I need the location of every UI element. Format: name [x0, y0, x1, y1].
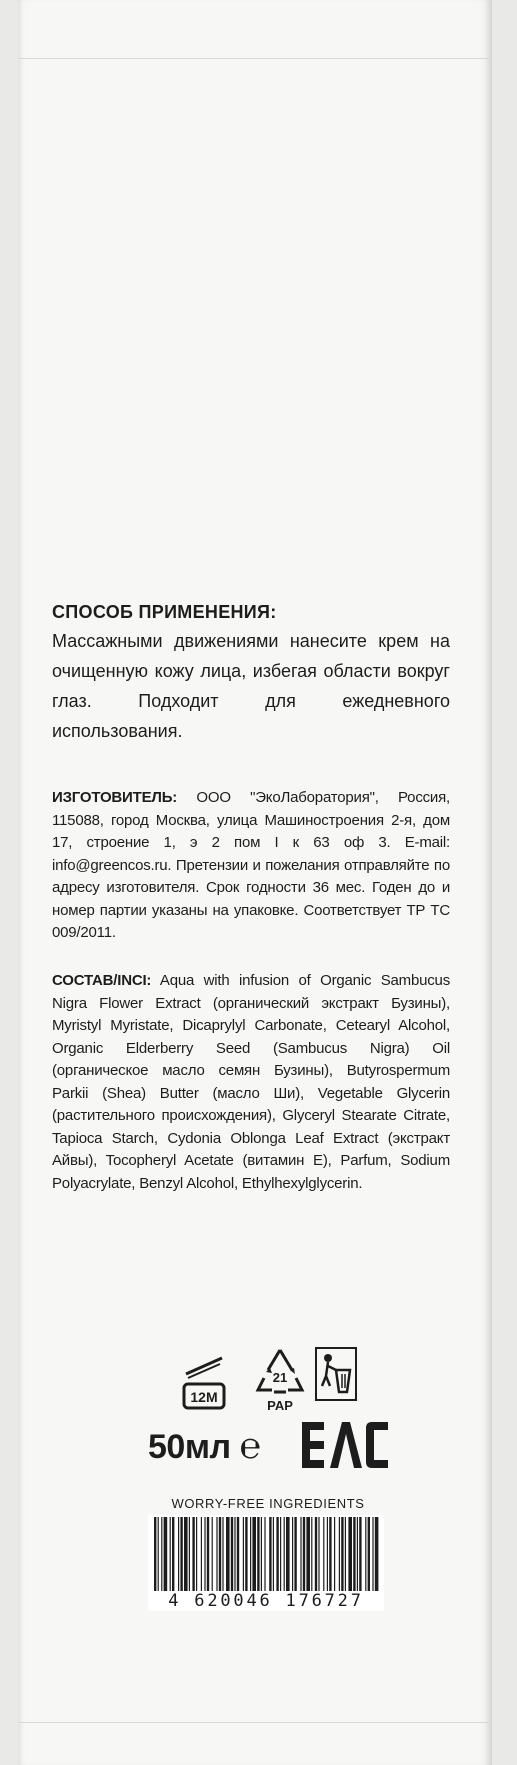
barcode-bar — [348, 1517, 352, 1591]
barcode-bar — [311, 1517, 312, 1591]
barcode-bar — [372, 1517, 373, 1591]
barcode — [148, 1515, 384, 1611]
estimated-sign: ℮ — [239, 1425, 261, 1466]
barcode-bar — [357, 1517, 358, 1591]
barcode-bar — [170, 1517, 171, 1591]
barcode-bar — [353, 1517, 355, 1591]
barcode-bars — [152, 1517, 380, 1591]
usage-heading: СПОСОБ ПРИМЕНЕНИЯ: — [52, 602, 277, 622]
barcode-bar — [292, 1517, 293, 1591]
barcode-bar — [250, 1517, 251, 1591]
barcode-bar — [359, 1517, 361, 1591]
barcode-bar — [280, 1517, 281, 1591]
barcode-bar — [180, 1517, 182, 1591]
barcode-bar — [172, 1517, 174, 1591]
eac-mark — [300, 1420, 390, 1477]
flap-fold-line — [18, 1722, 492, 1723]
barcode-bar — [201, 1517, 202, 1591]
barcode-bar — [327, 1517, 328, 1591]
barcode-bar — [164, 1517, 168, 1591]
barcode-bar — [252, 1517, 256, 1591]
recycle-icon — [254, 1346, 306, 1423]
barcode-bar — [323, 1517, 324, 1591]
barcode-bar — [315, 1517, 317, 1591]
manufacturer-text: ООО "ЭкоЛаборатория", Россия, 115088, город Москва, улица Машиностроения 2-я, дом 17, строение 1, э 2 пом I к 63 оф 3. E-mail: info@greencos.ru. Претензии и пожелания отправляйте по адресу изготовителя. Срок годности 36 мес. Годен до и номер партии указаны на упаковке. Соответствует ТР ТС 009/2011. — [52, 789, 450, 941]
barcode-bar — [216, 1517, 217, 1591]
barcode-bar — [276, 1517, 278, 1591]
recycle-code: PAP — [267, 1398, 293, 1413]
open-jar-icon — [178, 1352, 230, 1423]
volume-value: 50мл — [148, 1428, 231, 1466]
volume-label — [148, 1425, 261, 1467]
barcode-bar — [294, 1517, 296, 1591]
barcode-bar — [318, 1517, 319, 1591]
barcode-bar — [284, 1517, 285, 1591]
barcode-bar — [339, 1517, 340, 1591]
barcode-bar — [231, 1517, 233, 1591]
barcode-bar — [261, 1517, 262, 1591]
composition-text: Aqua with infusion of Organic Sambucus Nigra Flower Extract (органический экстракт Бузины), Myristyl Myristate, Dicaprylyl Carbonate, Cetearyl Alcohol, Organic Elderberry Seed (Sambucus Nigra) Oil (органическое масло семян Бузины), Butyrospermum Parkii (Shea) Butter (масло Ши), Vegetable Glycerin (растительного происхождения), Glyceryl Stearate Citrate, Tapioca Starch, Cydonia Oblonga Leaf Extract (экстракт Айвы), Tocopheryl Acetate (витамин Е), Parfum, Sodium Polyacrylate, Benzyl Alcohol, Ethylhexylglycerin. — [52, 972, 450, 1192]
composition-section — [52, 970, 450, 1195]
barcode-bar — [158, 1517, 159, 1591]
barcode-bar — [269, 1517, 271, 1591]
usage-text: Массажными движениями нанесите крем на очищенную кожу лица, избегая области вокруг глаз. Подходит для ежедневного использования. — [52, 631, 450, 741]
barcode-bar — [178, 1517, 179, 1591]
barcode-bar — [286, 1517, 290, 1591]
trash-bin-icon — [314, 1346, 358, 1407]
barcode-bar — [184, 1517, 188, 1591]
flap-fold-line — [18, 58, 492, 59]
barcode-bar — [226, 1517, 230, 1591]
barcode-bar — [375, 1517, 379, 1591]
barcode-bar — [219, 1517, 221, 1591]
barcode-bar — [365, 1517, 366, 1591]
barcode-bar — [306, 1517, 310, 1591]
barcode-bar — [345, 1517, 346, 1591]
barcode-bar — [300, 1517, 301, 1591]
barcode-bar — [243, 1517, 244, 1591]
barcode-bar — [329, 1517, 331, 1591]
manufacturer-label: ИЗГОТОВИТЕЛЬ: — [52, 789, 178, 806]
tagline: WORRY-FREE INGREDIENTS — [171, 1496, 365, 1511]
barcode-bar — [273, 1517, 274, 1591]
barcode-bar — [303, 1517, 305, 1591]
barcode-bar — [196, 1517, 197, 1591]
barcode-bar — [334, 1517, 335, 1591]
barcode-bar — [341, 1517, 343, 1591]
barcode-bar — [245, 1517, 247, 1591]
recycle-number: 21 — [272, 1370, 288, 1385]
manufacturer-section — [52, 787, 450, 945]
barcode-bar — [189, 1517, 190, 1591]
barcode-bar — [154, 1517, 156, 1591]
barcode-bar — [368, 1517, 370, 1591]
barcode-bar — [222, 1517, 223, 1591]
barcode-number: 4 620046 176727 — [168, 1591, 364, 1611]
barcode-bar — [234, 1517, 235, 1591]
barcode-bar — [192, 1517, 194, 1591]
composition-label: СОСТАВ/INCI: — [52, 972, 152, 989]
pao-label: 12M — [190, 1389, 218, 1405]
barcode-bar — [204, 1517, 205, 1591]
barcode-bar — [212, 1517, 213, 1591]
barcode-bar — [237, 1517, 239, 1591]
barcode-bar — [161, 1517, 162, 1591]
barcode-bar — [207, 1517, 209, 1591]
barcode-bar — [264, 1517, 265, 1591]
usage-section — [52, 602, 450, 746]
barcode-bar — [257, 1517, 259, 1591]
